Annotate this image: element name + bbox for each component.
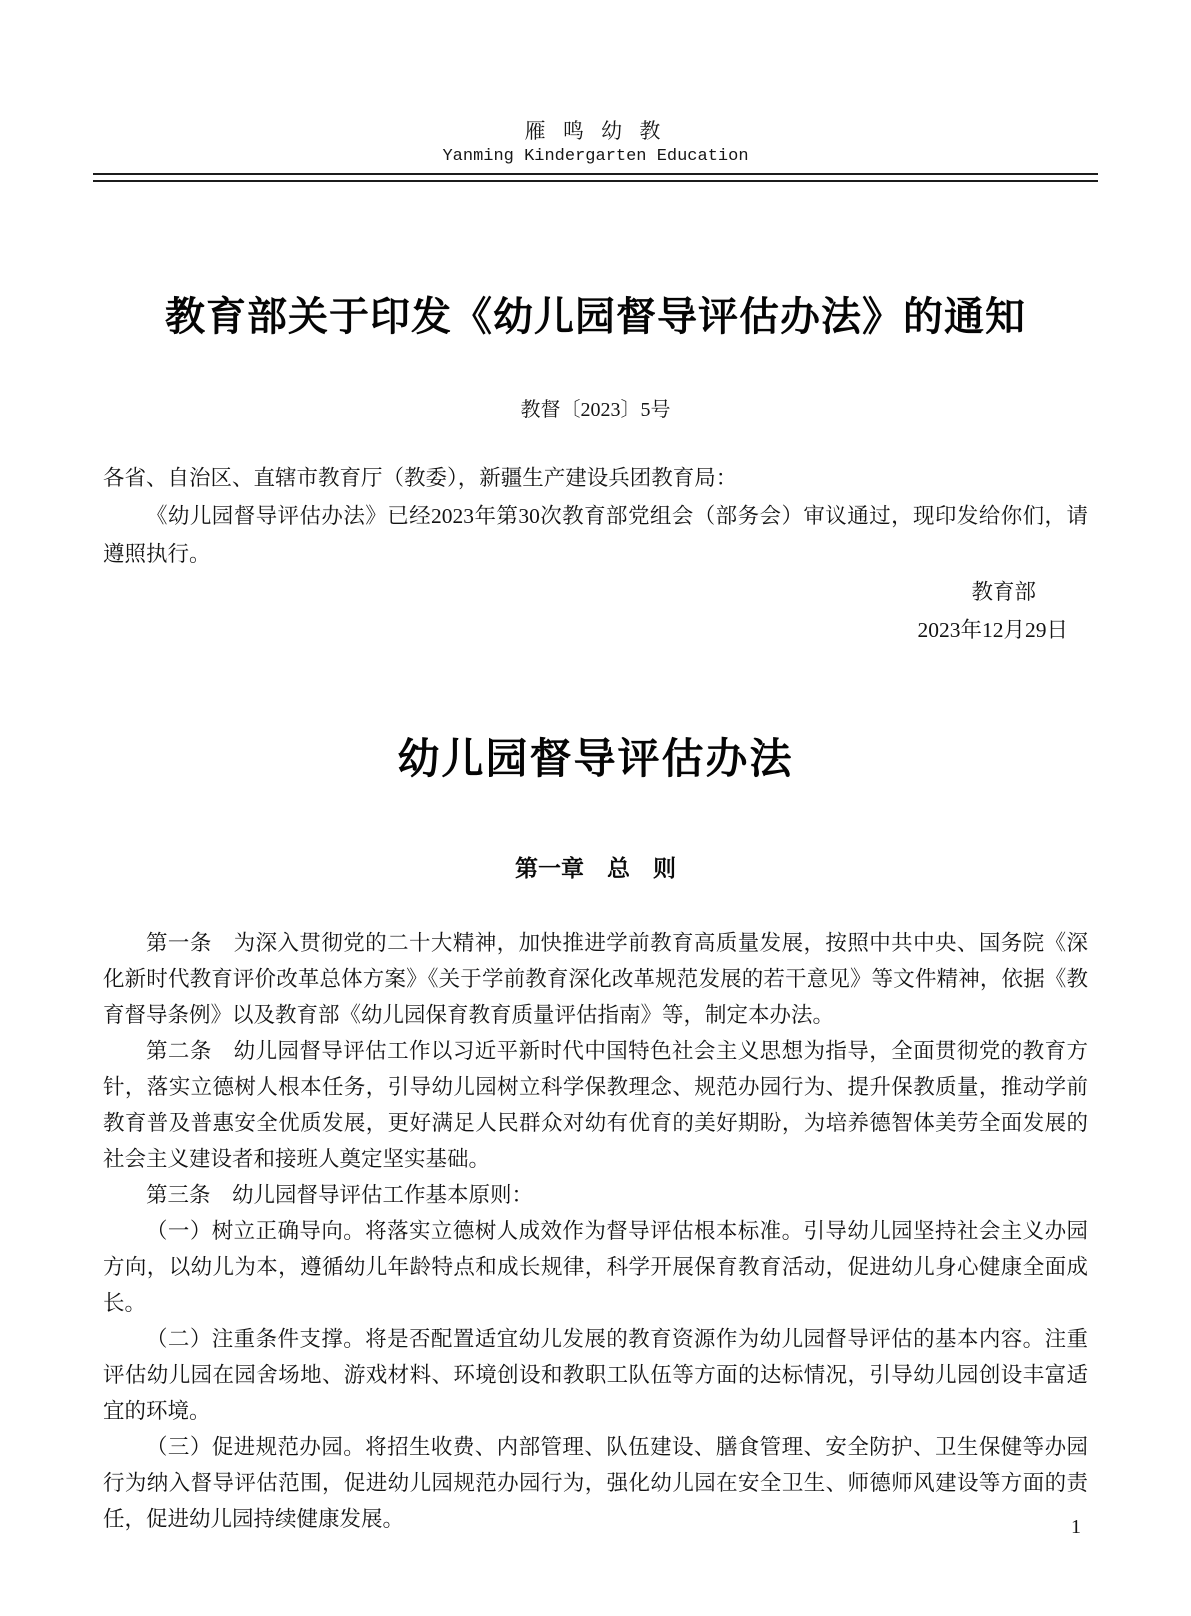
- article-paragraph: 第二条 幼儿园督导评估工作以习近平新时代中国特色社会主义思想为指导，全面贯彻党的教育方针，落实立德树人根本任务，引导幼儿园树立科学保教理念、规范办园行为、提升保教质量，推动学前教育普及普惠安全优质发展，更好满足人民群众对幼有优育的美好期盼，为培养德智体美劳全面发展的社会主义建设者和接班人奠定坚实基础。: [103, 1039, 1088, 1171]
- regulation-title: 幼儿园督导评估办法: [397, 737, 794, 783]
- article-paragraph: （三）促进规范办园。将招生收费、内部管理、队伍建设、膳食管理、安全防护、卫生保健等办园行为纳入督导评估范围，促进幼儿园规范办园行为，强化幼儿园在安全卫生、师德师风建设等方面的责任，促进幼儿园持续健康发展。: [103, 1435, 1088, 1531]
- chapter-heading: 第一章 总 则: [515, 855, 676, 881]
- article-paragraph: 第一条 为深入贯彻党的二十大精神，加快推进学前教育高质量发展，按照中共中央、国务院《深化新时代教育评价改革总体方案》《关于学前教育深化改革规范发展的若干意见》等文件精神，依据《教育督导条例》以及教育部《幼儿园保育教育质量评估指南》等，制定本办法。: [103, 931, 1088, 1027]
- signature-date: 2023年12月29日: [917, 618, 1068, 642]
- regulation-articles: [103, 925, 1088, 1537]
- letterhead: [0, 0, 1191, 182]
- notice-body: [103, 459, 1088, 649]
- brand-name-chinese: 雁 鸣 幼 教: [524, 119, 667, 143]
- notice-body-paragraph: 《幼儿园督导评估办法》已经2023年第30次教育部党组会（部务会）审议通过，现印发给你们，请遵照执行。: [103, 504, 1088, 566]
- notice-title: 教育部关于印发《幼儿园督导评估办法》的通知: [165, 294, 1026, 339]
- document-number: 教督〔2023〕5号: [520, 399, 671, 421]
- article-paragraph: 第三条 幼儿园督导评估工作基本原则：: [146, 1183, 534, 1207]
- letterhead-divider: [93, 173, 1098, 182]
- article-paragraph: （二）注重条件支撑。将是否配置适宜幼儿发展的教育资源作为幼儿园督导评估的基本内容。注重评估幼儿园在园舍场地、游戏材料、环境创设和教职工队伍等方面的达标情况，引导幼儿园创设丰富适宜的环境。: [103, 1327, 1088, 1423]
- page-number: 1: [1071, 1516, 1081, 1538]
- salutation-line: 各省、自治区、直辖市教育厅（教委），新疆生产建设兵团教育局：: [103, 466, 738, 490]
- signature-issuer: 教育部: [971, 580, 1036, 604]
- article-paragraph: （一）树立正确导向。将落实立德树人成效作为督导评估根本标准。引导幼儿园坚持社会主义办园方向，以幼儿为本，遵循幼儿年龄特点和成长规律，科学开展保育教育活动，促进幼儿身心健康全面成长。: [103, 1219, 1088, 1315]
- brand-name-english: Yanming Kindergarten Education: [442, 147, 749, 166]
